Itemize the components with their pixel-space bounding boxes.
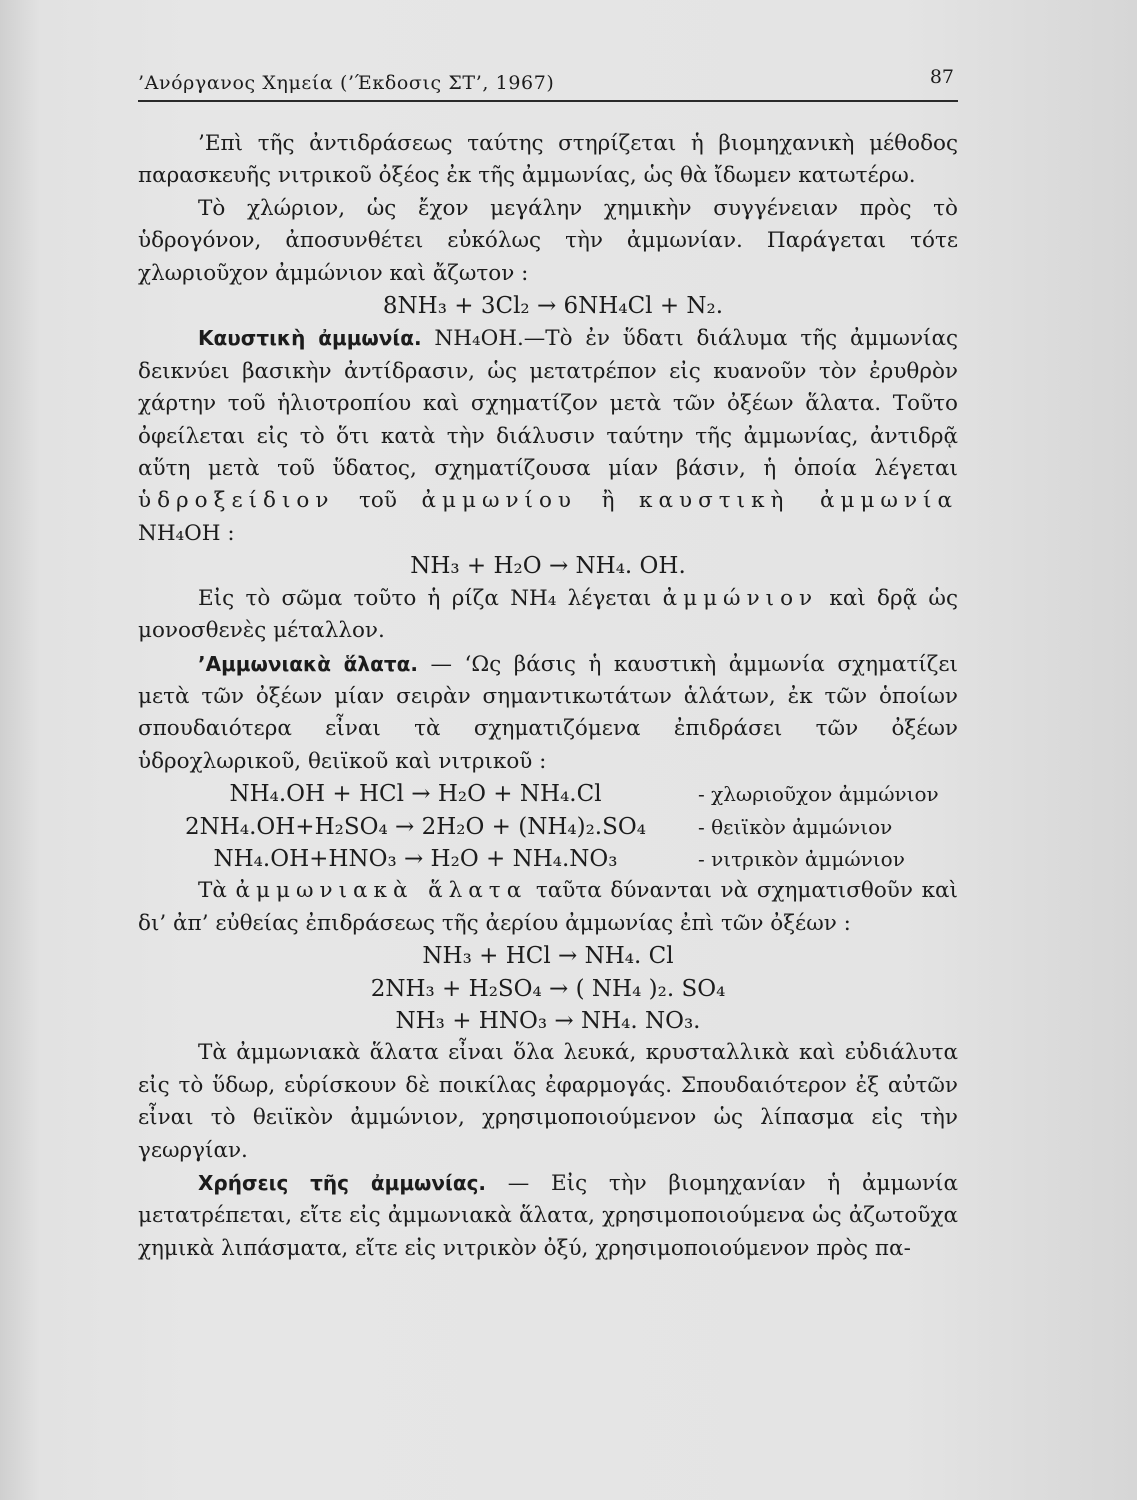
reaction-row [138, 811, 958, 843]
paragraph-direct-action [138, 875, 958, 940]
section-heading-caustic-ammonia: Καυστικὴ ἀμμωνία. [198, 326, 422, 351]
page-number: 87 [929, 66, 954, 88]
spaced-term: ἀμμωνίου [421, 488, 577, 514]
equation-hydroxide: NH₃ + H₂O → NH₄. OH. [410, 553, 686, 580]
section-heading-ammonium-salts: ’Αμμωνιακὰ ἅλατα. [198, 651, 418, 676]
paragraph-text: — ‘Ως βάσις ἡ καυστικὴ ἀμμωνία σχηματίζει μετὰ τῶν ὀξέων μίαν σειρὰν σημαντικωτάτων ἁλάτων, ἐκ τῶν ὁποίων σπουδαιότερα εἶναι τὰ σχηματιζόμενα ἐπιδράσει τῶν ὀξέων ὑδροχλωρικοῦ, θειϊκοῦ καὶ νιτρικοῦ : [138, 651, 958, 774]
direct-reaction: 2NH₃ + H₂SO₄ → ( NH₄ )₂. SO₄ [370, 975, 726, 1002]
direct-reaction-list [138, 940, 958, 1037]
paragraph-text: καὶ δρᾷ ὡς μονοσθενὲς μέταλλον. [138, 585, 958, 644]
reaction-equation: NH₄.OH+HNO₃ → H₂O + NH₄.NO₃ [213, 845, 618, 872]
formula-nh4oh: NH₄OH. [434, 326, 524, 352]
reaction-product-name: - χλωριοῦχον ἀμμώνιον [698, 782, 939, 807]
reaction-equation: NH₄.OH + HCl → H₂O + NH₄.Cl [229, 781, 602, 808]
direct-reaction: NH₃ + HCl → NH₄. Cl [422, 943, 674, 970]
paragraph-text: τοῦ [358, 488, 397, 514]
paragraph-salt-properties: Τὰ ἀμμωνιακὰ ἅλατα εἶναι ὅλα λευκά, κρυσταλλικὰ καὶ εὐδιάλυτα εἰς τὸ ὕδωρ, εὑρίσκουν δὲ ποικίλας ἐφαρμογάς. Σπουδαιότερον ἐξ αὐτῶν εἶναι τὸ θειϊκὸν ἀμμώνιον, χρησιμοποιούμενον ὡς λίπασμα εἰς τὴν γεωργίαν. [138, 1040, 958, 1163]
paragraph-ammonium-radical [138, 583, 958, 648]
paragraph-text: ταῦτα δύνανται νὰ σχηματισθοῦν καὶ δι’ ἀπ’ εὐθείας ἐπιδράσεως τῆς ἀερίου ἀμμωνίας ἐπὶ τῶν ὀξέων : [138, 878, 958, 936]
paragraph-text: NH₄OH : [138, 520, 235, 546]
reaction-product-name: - θειϊκὸν ἀμμώνιον [698, 814, 893, 839]
paragraph-text: ἢ [601, 488, 615, 514]
reaction-list [138, 778, 958, 875]
paragraph-industrial-method: ’Επὶ τῆς ἀντιδράσεως ταύτης στηρίζεται ἡ βιομηχανικὴ μέθοδος παρασκευῆς νιτρικοῦ ὀξέος ἐκ τῆς ἀμμωνίας, ὡς θὰ ἴδωμεν κατωτέρω. [138, 131, 958, 189]
section-heading-uses: Χρήσεις τῆς ἀμμωνίας. [198, 1170, 487, 1195]
spaced-term: ὑδροξείδιον [138, 488, 335, 514]
paragraph-text: —Τὸ ἐν ὕδατι διάλυμα τῆς ἀμμωνίας δεικνύει βασικὴν ἀντίδρασιν, ὡς μετατρέπον εἰς κυανοῦν τὸν ἐρυθρὸν χάρτην τοῦ ἡλιοτροπίου καὶ σχηματίζον μετὰ τῶν ὀξέων ἅλατα. Τοῦτο ὀφείλεται εἰς τὸ ὅτι κατὰ τὴν διάλυσιν ταύτην τῆς ἀμμωνίας, ἀντιδρᾷ αὕτη μετὰ τοῦ ὕδατος, σχηματίζουσα μίαν βάσιν, ἡ ὁποία λέγεται [138, 326, 959, 482]
reaction-product-name: - νιτρικὸν ἀμμώνιον [698, 846, 905, 871]
paragraph-text: Τὰ [198, 878, 227, 904]
spaced-term: καυστικὴ ἀμμωνία [639, 488, 958, 514]
reaction-row [138, 778, 958, 810]
paragraph-text: — Εἰς τὴν βιομηχανίαν ἡ ἀμμωνία μετατρέπεται, εἴτε εἰς ἀμμωνιακὰ ἅλατα, χρησιμοποιούμενα ὡς ἀζωτοῦχα χημικὰ λιπάσματα, εἴτε εἰς νιτρικὸν ὀξύ, χρησιμοποιούμενον πρὸς πα- [138, 1170, 958, 1261]
spaced-term: ἀμμώνιον [662, 585, 819, 611]
reaction-equation: 2NH₄.OH+H₂SO₄ → 2H₂O + (NH₄)₂.SO₄ [185, 813, 646, 840]
direct-reaction: NH₃ + HNO₃ → NH₄. NO₃. [395, 1007, 701, 1034]
paragraph-chlorine: Τὸ χλώριον, ὡς ἔχον μεγάλην χημικὴν συγγένειαν πρὸς τὸ ὑδρογόνον, ἀποσυνθέτει εὐκόλως τὴν ἀμμωνίαν. Παράγεται τότε χλωριοῦχον ἀμμώνιον καὶ ἄζωτον : [138, 195, 958, 286]
equation-chlorine: 8NH₃ + 3Cl₂ → 6NH₄Cl + N₂. [382, 293, 724, 320]
running-title: ’Ανόργανος Χημεία (’Έκδοσις ΣΤ’, 1967) [138, 72, 555, 94]
page-header [138, 66, 958, 102]
paragraph-ammonium-salts [138, 648, 958, 779]
spaced-term: ἀμμωνιακὰ ἅλατα [235, 878, 528, 904]
reaction-row [138, 843, 958, 875]
paragraph-uses [138, 1167, 958, 1265]
paragraph-text: Εἰς τὸ σῶμα τοῦτο ἡ ρίζα NH₄ λέγεται [198, 585, 652, 611]
body-text [138, 128, 958, 1265]
paragraph-caustic-ammonia [138, 322, 958, 550]
